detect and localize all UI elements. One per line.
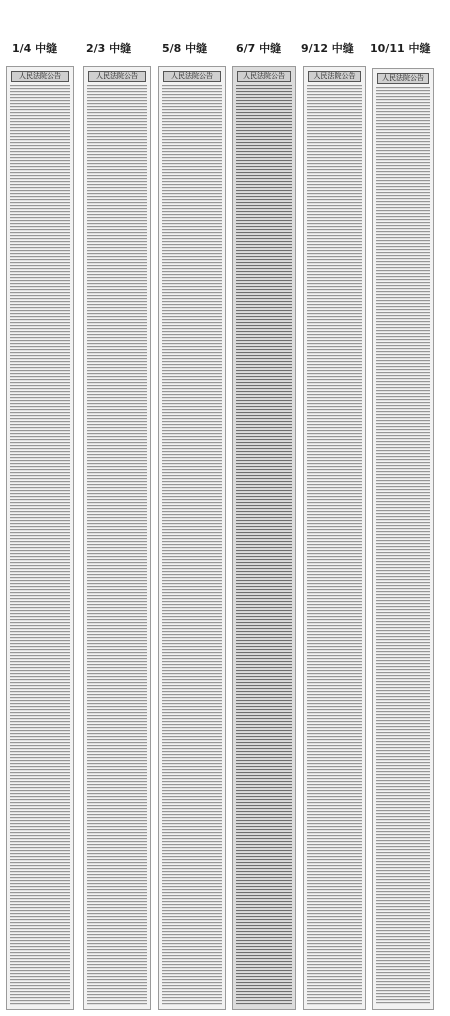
notice-text-block bbox=[307, 85, 362, 1005]
column-1-4 bbox=[6, 66, 74, 1010]
column-title: 人民法院公告 bbox=[163, 71, 221, 82]
column-2-3 bbox=[83, 66, 151, 1010]
notice-text-block bbox=[10, 85, 70, 1005]
label-10-11: 10/11 中缝 bbox=[370, 42, 431, 55]
column-5-8 bbox=[158, 66, 226, 1010]
column-title: 人民法院公告 bbox=[377, 73, 429, 84]
column-title: 人民法院公告 bbox=[308, 71, 361, 82]
label-6-7: 6/7 中缝 bbox=[236, 42, 282, 55]
column-title: 人民法院公告 bbox=[88, 71, 146, 82]
column-title: 人民法院公告 bbox=[11, 71, 69, 82]
label-2-3: 2/3 中缝 bbox=[86, 42, 132, 55]
column-10-11 bbox=[372, 68, 434, 1010]
notice-text-block bbox=[162, 85, 222, 1005]
notice-text-block bbox=[87, 85, 147, 1005]
label-1-4: 1/4 中缝 bbox=[12, 42, 58, 55]
notice-text-block bbox=[236, 85, 292, 1005]
label-9-12: 9/12 中缝 bbox=[301, 42, 354, 55]
label-5-8: 5/8 中缝 bbox=[162, 42, 208, 55]
notice-text-block bbox=[376, 87, 430, 1005]
column-6-7 bbox=[232, 66, 296, 1010]
column-title: 人民法院公告 bbox=[237, 71, 291, 82]
column-9-12 bbox=[303, 66, 366, 1010]
